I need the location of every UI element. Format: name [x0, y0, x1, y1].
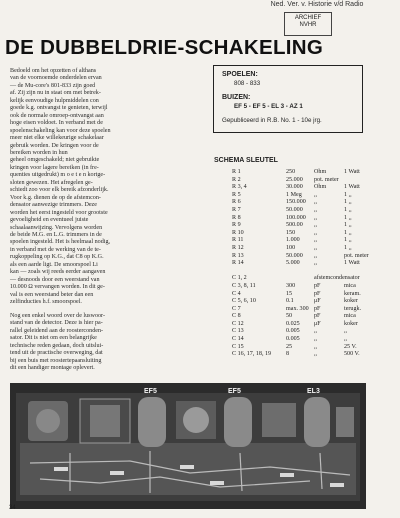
body-text-line: tend uit de practische overweging, dat	[10, 350, 103, 357]
part-unit: Ohm	[314, 184, 327, 191]
body-text-line: gebruik worden. De kringen voor de	[10, 142, 99, 149]
part-ref: R 6	[232, 199, 241, 206]
spec-box	[213, 65, 363, 133]
parts-row	[232, 177, 400, 185]
page-number: 34	[9, 505, 16, 511]
part-unit: ,,	[314, 343, 318, 350]
body-text-line: — desnoods door een weerstand van	[10, 276, 100, 283]
part-spec: 25 V.	[344, 343, 357, 350]
part-unit: μF	[314, 298, 321, 305]
part-value: 0.005	[286, 328, 300, 335]
part-unit: Ohm	[314, 169, 327, 175]
part-value: 50.000	[286, 206, 303, 213]
part-value: 100	[286, 244, 296, 251]
part-value: 1.000	[286, 237, 300, 244]
buizen-value: EF 5 - EF 5 - EL 3 - AZ 1	[234, 103, 303, 110]
part-spec: terugk.	[344, 305, 362, 312]
part-ref: C 16, 17, 18, 19	[232, 351, 272, 358]
part-unit: ,,	[314, 252, 318, 259]
part-spec: mica	[344, 313, 356, 320]
parts-row	[232, 344, 400, 352]
part-value: max. 300	[286, 305, 309, 312]
part-value: 1 Meg	[286, 191, 302, 198]
parts-row	[232, 222, 400, 230]
body-text-line: val is een weerstand beter dan een	[10, 291, 94, 298]
part-ref: R 14	[232, 260, 244, 267]
part-spec: keram.	[344, 290, 361, 297]
parts-row	[232, 283, 400, 291]
body-text-line: schiedt zoo voor elk bereik afzonderlijk.	[10, 187, 109, 194]
parts-row	[232, 351, 400, 359]
part-value: 25	[286, 343, 293, 350]
part-ref: R 7	[232, 206, 241, 213]
part-value: 0.1	[286, 298, 294, 305]
part-spec: ,,	[344, 328, 348, 335]
parts-row	[232, 192, 400, 200]
part-ref: R 2	[232, 176, 241, 183]
body-text-line: worden het eerst ingesteld voor grootste	[10, 209, 108, 216]
part-value: 150	[286, 229, 296, 236]
part-value: 250	[286, 169, 296, 175]
body-text-line: in verband met de werking van de te-	[10, 246, 101, 253]
body-paragraph-1	[10, 68, 190, 307]
part-spec: 1 Watt	[344, 184, 360, 191]
parts-row	[232, 336, 400, 344]
body-text-line: quenties uitgedrukt) m o e t e n kortge-	[10, 172, 106, 179]
body-text-line: sloten gewezen. Het afregelen ge-	[10, 179, 93, 186]
parts-row	[232, 245, 400, 253]
part-spec: koker	[344, 320, 358, 327]
part-value: 0.025	[286, 320, 300, 327]
stamp-line-2: NVHR	[299, 22, 317, 28]
parts-row	[232, 313, 400, 321]
part-unit: ,,	[314, 328, 318, 335]
part-ref: C 8	[232, 313, 241, 320]
part-ref: R 11	[232, 237, 244, 244]
body-text-line: kringen voor lagere bereiken (in fre-	[10, 164, 99, 171]
body-text-line: ook de normale omroep-ontvangst aan	[10, 112, 104, 119]
part-spec: koker	[344, 298, 358, 305]
part-value: 25.000	[286, 176, 303, 183]
buizen-label: BUIZEN:	[222, 94, 251, 101]
schema-title: SCHEMA SLEUTEL	[214, 157, 278, 164]
spoelen-label: SPOELEN:	[222, 71, 258, 78]
part-ref: R 10	[232, 229, 244, 236]
parts-row	[232, 237, 400, 245]
part-ref: C 14	[232, 336, 244, 343]
parts-row	[232, 298, 400, 306]
part-ref: R 13	[232, 252, 244, 259]
part-value: 150.000	[286, 199, 306, 206]
part-ref: R 3, 4	[232, 184, 247, 191]
tube-label-1: EF5	[144, 388, 157, 395]
part-unit: ,,	[314, 191, 318, 198]
part-ref: R 5	[232, 191, 241, 198]
part-unit: ,,	[314, 351, 318, 358]
body-text-line: bereiken worden in hun	[10, 149, 68, 156]
part-unit: μF	[314, 320, 321, 327]
part-spec: 1 ,,	[344, 206, 352, 213]
part-value: 15	[286, 290, 293, 297]
part-spec: 1 ,,	[344, 244, 352, 251]
body-text-line: technische reden gedaan, doch uitslui-	[10, 342, 104, 349]
part-value: 500.00	[286, 222, 303, 229]
part-spec: ,,	[344, 336, 348, 343]
parts-list	[232, 169, 400, 359]
body-text-line: als een aarde ligt. De smoorspoel Li	[10, 261, 98, 268]
parts-row	[232, 275, 400, 283]
chassis-photo-graphic	[10, 383, 366, 509]
parts-row	[232, 291, 400, 299]
part-ref: R 8	[232, 214, 241, 221]
part-unit: ,,	[314, 229, 318, 236]
article-title: DE DUBBELDRIE-SCHAKELING	[5, 36, 324, 59]
part-unit: pF	[314, 313, 321, 320]
part-unit: afstemcondensator	[314, 275, 360, 282]
part-value: 300	[286, 282, 296, 289]
tube-label-3: EL3	[307, 388, 320, 395]
body-text-line: rugkoppeling op K.G., dat C8 op K.G.	[10, 254, 104, 261]
parts-row	[232, 260, 400, 268]
body-text-line: van de voornoemde onderdelen ervan	[10, 75, 102, 82]
part-ref: C 3, 8, 11	[232, 282, 256, 289]
part-unit: ,,	[314, 222, 318, 229]
part-ref: C 12	[232, 320, 244, 327]
spoelen-value: 808 - 833	[234, 80, 261, 87]
parts-row	[232, 169, 400, 177]
body-text-line: Bedoeld om het opzetten of althans	[10, 68, 97, 74]
part-spec: 1 ,,	[344, 237, 352, 244]
body-text-line: zelfinducties h.f. smoorspoel.	[10, 299, 82, 306]
part-ref: R 12	[232, 244, 244, 251]
part-unit: ,,	[314, 206, 318, 213]
part-spec: 1 Watt	[344, 260, 360, 267]
body-text-line: kelijk eenvoudige hulpmiddelen con	[10, 97, 99, 104]
body-text-line: 10.000 Ω vervangen worden. In dit ge-	[10, 284, 105, 291]
part-unit: ,,	[314, 214, 318, 221]
publication-note: Gepubliceerd in R.B. No. 1 - 10e jrg.	[222, 117, 322, 124]
body-text-line: kan — zoals wij reeds eerder aangaven	[10, 269, 106, 276]
body-text-line: stand van de detector. Deze is hier pa-	[10, 320, 103, 327]
part-unit: pF	[314, 282, 321, 289]
body-text-line: de beide M.G. en L.G. trimmers in de	[10, 231, 102, 238]
part-spec: 1 ,,	[344, 191, 352, 198]
part-spec: 1 ,,	[344, 229, 352, 236]
part-ref: R 9	[232, 222, 241, 229]
part-value: 8	[286, 351, 290, 358]
part-value: 50.000	[286, 252, 303, 259]
part-unit: ,,	[314, 260, 318, 267]
stamp-line-1: ARCHIEF	[294, 15, 322, 21]
part-value: 50	[286, 313, 293, 320]
parts-row	[232, 184, 400, 192]
part-unit: ,,	[314, 244, 318, 251]
body-text-line: hoge eisen voldoet. In verband met de	[10, 120, 103, 127]
parts-row	[232, 230, 400, 238]
body-text-line: gevoeligheid en eventueel juiste	[10, 217, 89, 224]
body-text-line: sator. Dit is niet om een belangrijke	[10, 335, 97, 342]
body-text-line: spoelen ingesteld. Het is heelmaal nodig,	[10, 239, 111, 246]
part-unit: pot. meter	[314, 176, 339, 183]
parts-row	[232, 306, 400, 314]
body-text-line: densator aanwezige trimmers. Deze	[10, 202, 97, 209]
part-value: 30.000	[286, 184, 303, 191]
body-text-line: meer niet elke willekeurige schakelaar	[10, 135, 104, 142]
part-spec: 1 Watt	[344, 169, 360, 175]
part-ref: C 5, 6, 10	[232, 298, 256, 305]
part-spec: mica	[344, 282, 356, 289]
archive-header: Ned. Ver. v. Historie v/d Radio	[270, 1, 364, 8]
parts-row	[232, 328, 400, 336]
parts-row	[232, 321, 400, 329]
tube-label-2: EF5	[228, 388, 241, 395]
part-ref: C 7	[232, 305, 241, 312]
body-text-line: dit een handiger montage oplevert.	[10, 365, 95, 372]
body-text-line: spoelenschakeling kan voor deze spoelen	[10, 127, 111, 134]
part-ref: R 1	[232, 169, 241, 175]
part-spec: 500 V.	[344, 351, 360, 358]
body-text-line: Nog een enkel woord over de luswoor-	[10, 313, 105, 319]
body-text-line: schaalaanwijzing. Vervolgens worden	[10, 224, 103, 231]
body-paragraph-2	[10, 313, 190, 373]
part-unit: ,,	[314, 237, 318, 244]
chassis-photo	[10, 383, 366, 509]
part-unit: pF	[314, 305, 321, 312]
parts-row	[232, 215, 400, 223]
body-text-line: bij een buis met roostertepaansluiting	[10, 357, 102, 364]
body-text-line: geheel omgeschakeld; niet gebruikte	[10, 157, 100, 164]
part-value: 100.000	[286, 214, 306, 221]
part-ref: C 13	[232, 328, 244, 335]
archive-stamp	[284, 12, 332, 36]
part-ref: C 1, 2	[232, 275, 247, 282]
parts-row	[232, 207, 400, 215]
body-text-line: af. Zij zijn nu in staat om met betrek-	[10, 90, 101, 97]
parts-row	[232, 199, 400, 207]
part-unit: pF	[314, 290, 321, 297]
body-text-line: goede k.g. ontvangst te genieten, terwijl	[10, 105, 108, 112]
parts-row	[232, 253, 400, 261]
part-spec: pot. meter	[344, 252, 369, 259]
part-ref: C 4	[232, 290, 241, 297]
part-spec: 1 ,,	[344, 199, 352, 206]
body-text-line: rallel geleidend aan de roosterconden-	[10, 327, 104, 334]
part-ref: C 15	[232, 343, 244, 350]
part-spec: 1 ,,	[344, 222, 352, 229]
part-value: 5.000	[286, 260, 300, 267]
body-text-line: Voor k.g. dienen de op de afstemcon-	[10, 194, 101, 201]
part-unit: ,,	[314, 199, 318, 206]
part-value: 0.005	[286, 336, 300, 343]
part-unit: ,,	[314, 336, 318, 343]
body-text-line: — de Mu-core's 801-833 zijn goed	[10, 82, 96, 89]
part-spec: 1 ,,	[344, 214, 352, 221]
